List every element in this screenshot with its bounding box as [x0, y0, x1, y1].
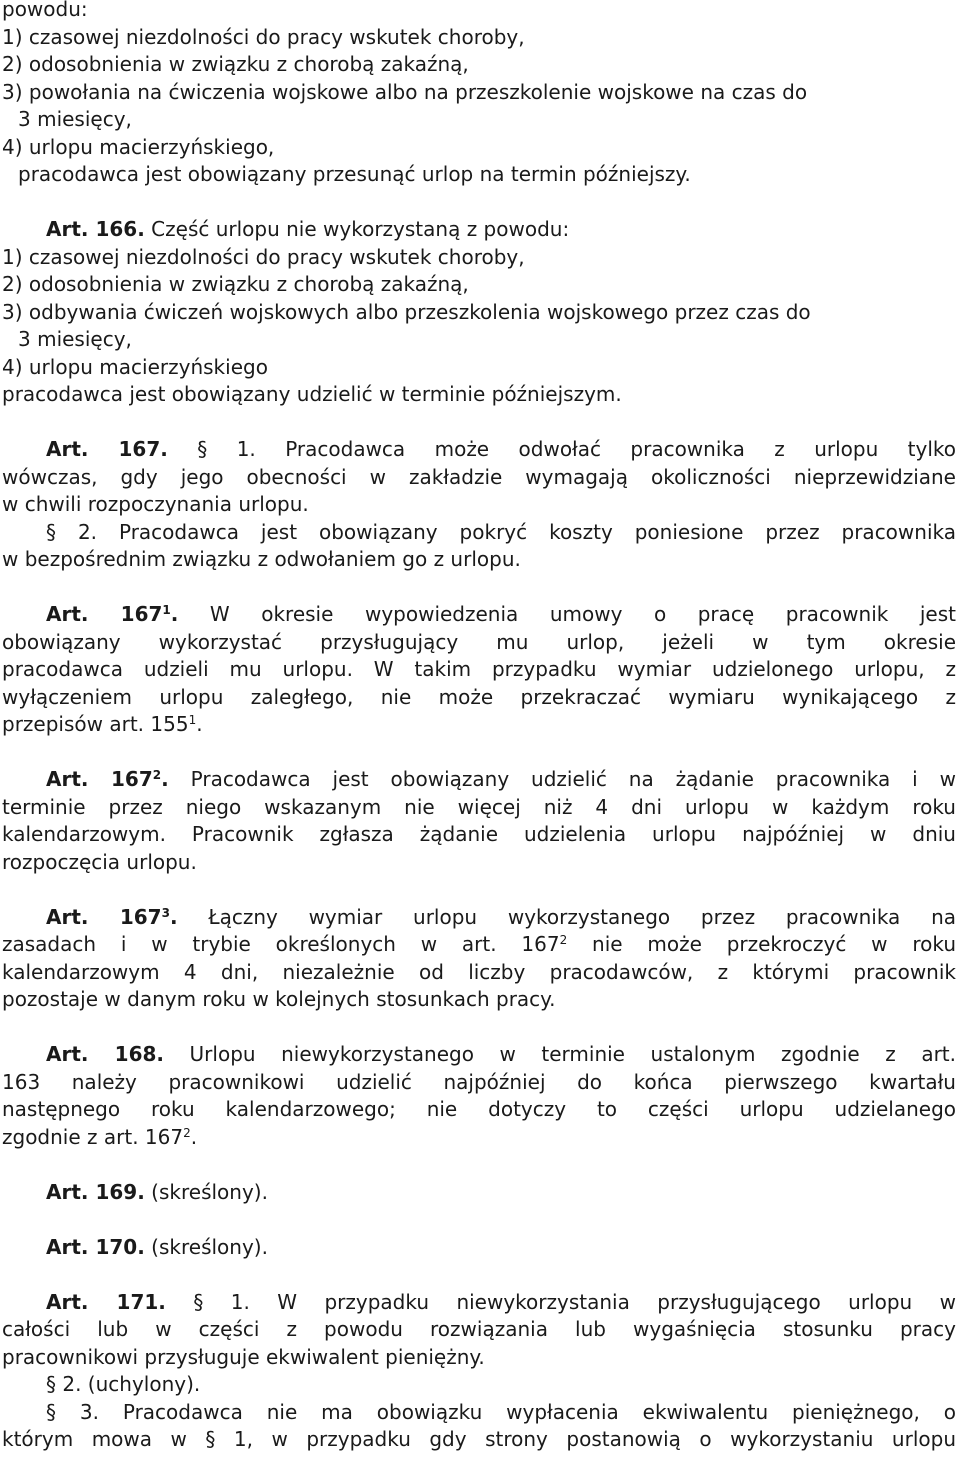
list-item: 4) urlopu macierzyńskiego — [2, 354, 268, 379]
article-heading: Art. $167^1$. — [46, 602, 179, 626]
paragraph: § 3. Pracodawca nie ma obowiązku wypłacenia ekwiwalentu pieniężnego, o — [46, 1399, 956, 1424]
text-line: obowiązany wykorzystać przysługujący mu urlop, jeżeli w tym okresie — [2, 629, 956, 654]
article-167-2 — [2, 766, 956, 876]
article-167-1 — [2, 601, 956, 739]
text-line: kalendarzowym 4 dni, niezależnie od liczby pracodawców, z którymi pracownik — [2, 959, 956, 984]
text-span: W przypadku niewykorzystania przysługującego urlopu w — [249, 1289, 957, 1314]
article-heading: Art. $167^3$. — [46, 904, 178, 929]
text-line: 163 należy pracownikowi udzielić najpóźniej do końca pierwszego kwartału — [2, 1069, 956, 1094]
article-166 — [2, 216, 956, 409]
list-item: 2) odosobnienia w związku z chorobą zakaźną, — [2, 272, 469, 296]
list-item: 1) czasowej niezdolności do pracy wskutek choroby, — [2, 244, 525, 269]
article-167-3 — [2, 904, 956, 1014]
continuation-block — [2, 0, 956, 189]
text-span: Pracodawca jest obowiązany pokryć koszty poniesione przez pracownika — [97, 519, 956, 544]
text-line: zasadach i w trybie określonych w art. $167^2$ nie może przekroczyć w roku — [2, 932, 957, 956]
text-span: Część urlopu nie wykorzystaną z powodu: — [144, 217, 570, 241]
article-170 — [2, 1234, 956, 1262]
article-heading: Art. $167^2$. — [46, 767, 169, 791]
text-line: pracodawca udzieli mu urlopu. W takim przypadku wymiar udzielonego urlopu, z — [2, 657, 956, 681]
text-line: powodu: — [2, 0, 88, 21]
text-span: W okresie wypowiedzenia umowy o pracę pracownik jest — [178, 602, 956, 626]
article-169 — [2, 1179, 956, 1207]
list-item-continuation: 3 miesięcy, — [18, 327, 132, 351]
article-heading: Art. 168. — [46, 1042, 164, 1066]
article-171 — [2, 1289, 956, 1454]
list-item: 2) odosobnienia w związku z chorobą zakaźną, — [2, 52, 469, 76]
text-line: wówczas, gdy jego obecności w zakładzie wymagają okoliczności nieprzewidziane — [2, 464, 956, 489]
text-line: w bezpośrednim związku z odwołaniem go z urlopu. — [2, 547, 521, 571]
paragraph-number: § 1. — [197, 437, 256, 461]
text-span: (skreślony). — [144, 1179, 268, 1204]
list-item-continuation: 3 miesięcy, — [18, 107, 132, 131]
text-line: w chwili rozpoczynania urlopu. — [2, 492, 309, 516]
text-span: Łączny wymiar urlopu wykorzystanego przez pracownika na — [177, 904, 956, 929]
text-span: Urlopu niewykorzystanego w terminie ustalonym zgodnie z art. — [164, 1042, 956, 1066]
text-span: (skreślony). — [144, 1234, 268, 1259]
paragraph-number: § 2. — [46, 519, 98, 544]
article-heading: Art. 170. — [46, 1234, 145, 1259]
text-line: którym mowa w § 1, w przypadku gdy strony postanowią o wykorzystaniu urlopu — [2, 1427, 956, 1451]
paragraph-number: § 1. — [165, 1289, 250, 1314]
article-heading: Art. 166. — [46, 217, 145, 241]
text-line: zgodnie z art. $167^2$. — [2, 1124, 198, 1149]
list-item: 3) odbywania ćwiczeń wojskowych albo przeszkolenia wojskowego przez czas do — [2, 299, 811, 324]
text-line: pracodawca jest obowiązany udzielić w terminie późniejszym. — [2, 382, 622, 406]
text-line: pracownikowi przysługuje ekwiwalent pieniężny. — [2, 1344, 485, 1369]
list-item: 1) czasowej niezdolności do pracy wskutek choroby, — [2, 24, 525, 49]
list-item: 3) powołania na ćwiczenia wojskowe albo na przeszkolenie wojskowe na czas do — [2, 79, 808, 104]
text-line: wyłączeniem urlopu zaległego, nie może przekraczać wymiaru wynikającego z — [2, 684, 956, 709]
text-line: kalendarzowym. Pracownik zgłasza żądanie udzielenia urlopu najpóźniej w dniu — [2, 822, 956, 846]
article-heading: Art. 167. — [46, 437, 168, 461]
list-item: 4) urlopu macierzyńskiego, — [2, 134, 275, 159]
text-line: rozpoczęcia urlopu. — [2, 849, 197, 874]
article-heading: Art. 171. — [46, 1289, 166, 1314]
article-168 — [2, 1041, 956, 1151]
article-167 — [2, 436, 956, 574]
paragraph: § 2. (uchylony). — [46, 1372, 201, 1396]
article-heading: Art. 169. — [46, 1179, 145, 1204]
text-span: Pracodawca jest obowiązany udzielić na żądanie pracownika i w — [168, 767, 956, 791]
document-page — [2, 0, 956, 1454]
text-line: pracodawca jest obowiązany przesunąć urlop na termin późniejszy. — [18, 162, 691, 186]
text-span: Pracodawca może odwołać pracownika z urlopu tylko — [255, 437, 957, 461]
text-line: całości lub w części z powodu rozwiązania lub wygaśnięcia stosunku pracy — [2, 1317, 956, 1341]
text-line: następnego roku kalendarzowego; nie dotyczy to części urlopu udzielanego — [2, 1097, 956, 1121]
text-line: pozostaje w danym roku w kolejnych stosunkach pracy. — [2, 987, 556, 1011]
text-line: terminie przez niego wskazanym nie więcej niż 4 dni urlopu w każdym roku — [2, 794, 956, 819]
text-line: przepisów art. $155^1$. — [2, 712, 203, 736]
